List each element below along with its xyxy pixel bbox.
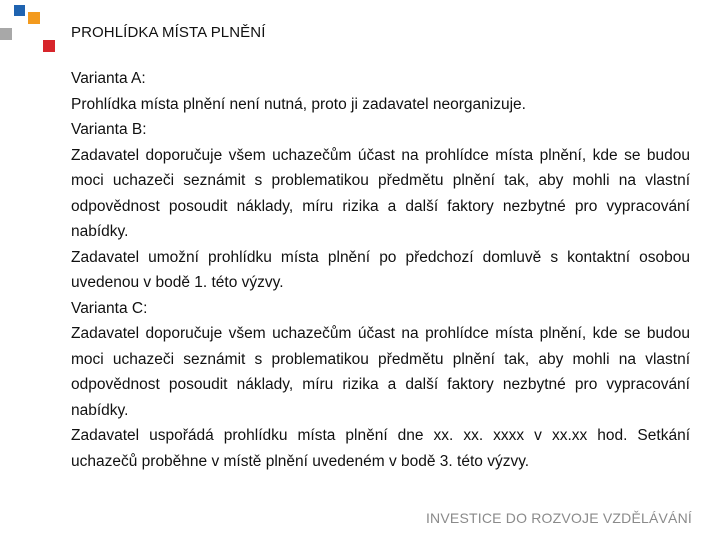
variant-c-heading: Varianta C:: [71, 299, 148, 317]
variant-c-paragraph-2: Zadavatel uspořádá prohlídku místa plnění dne xx. xx. xxxx v xx.xx hod. Setkání uchazečů proběhne v místě plnění uvedeném v bodě 3. této výzvy.: [71, 427, 690, 470]
variant-a-text: Prohlídka místa plnění není nutná, proto ji zadavatel neorganizuje.: [71, 95, 526, 113]
variant-c-paragraph-1: Zadavatel doporučuje všem uchazečům účast na prohlídce místa plnění, kde se budou moci uchazeči seznámit s problematikou předmětu plnění tak, aby mohli na vlastní odpovědnost posoudit náklady, míru rizika a další faktory nezbytné pro vypracování nabídky.: [71, 325, 690, 419]
variant-b-paragraph-2: Zadavatel umožní prohlídku místa plnění po předchozí domluvě s kontaktní osobou uvedenou v bodě 1. této výzvy.: [71, 248, 690, 291]
variant-b-paragraph-1: Zadavatel doporučuje všem uchazečům účast na prohlídce místa plnění, kde se budou moci uchazeči seznámit s problematikou předmětu plnění tak, aby mohli na vlastní odpovědnost posoudit náklady, míru rizika a další faktory nezbytné pro vypracování nabídky.: [71, 146, 690, 240]
variant-b-heading: Varianta B:: [71, 121, 147, 138]
footer-slogan: INVESTICE DO ROZVOJE VZDĚLÁVÁNÍ: [425, 510, 692, 526]
logo-square-red: [43, 40, 55, 52]
logo-square-blue: [14, 5, 25, 16]
page-title: PROHLÍDKA MÍSTA PLNĚNÍ: [71, 24, 266, 41]
logo-squares: [0, 0, 60, 60]
variant-a-heading: Varianta A:: [71, 70, 146, 87]
document-body: [71, 66, 690, 474]
logo-square-gray: [0, 28, 12, 40]
logo-square-orange: [28, 12, 40, 24]
